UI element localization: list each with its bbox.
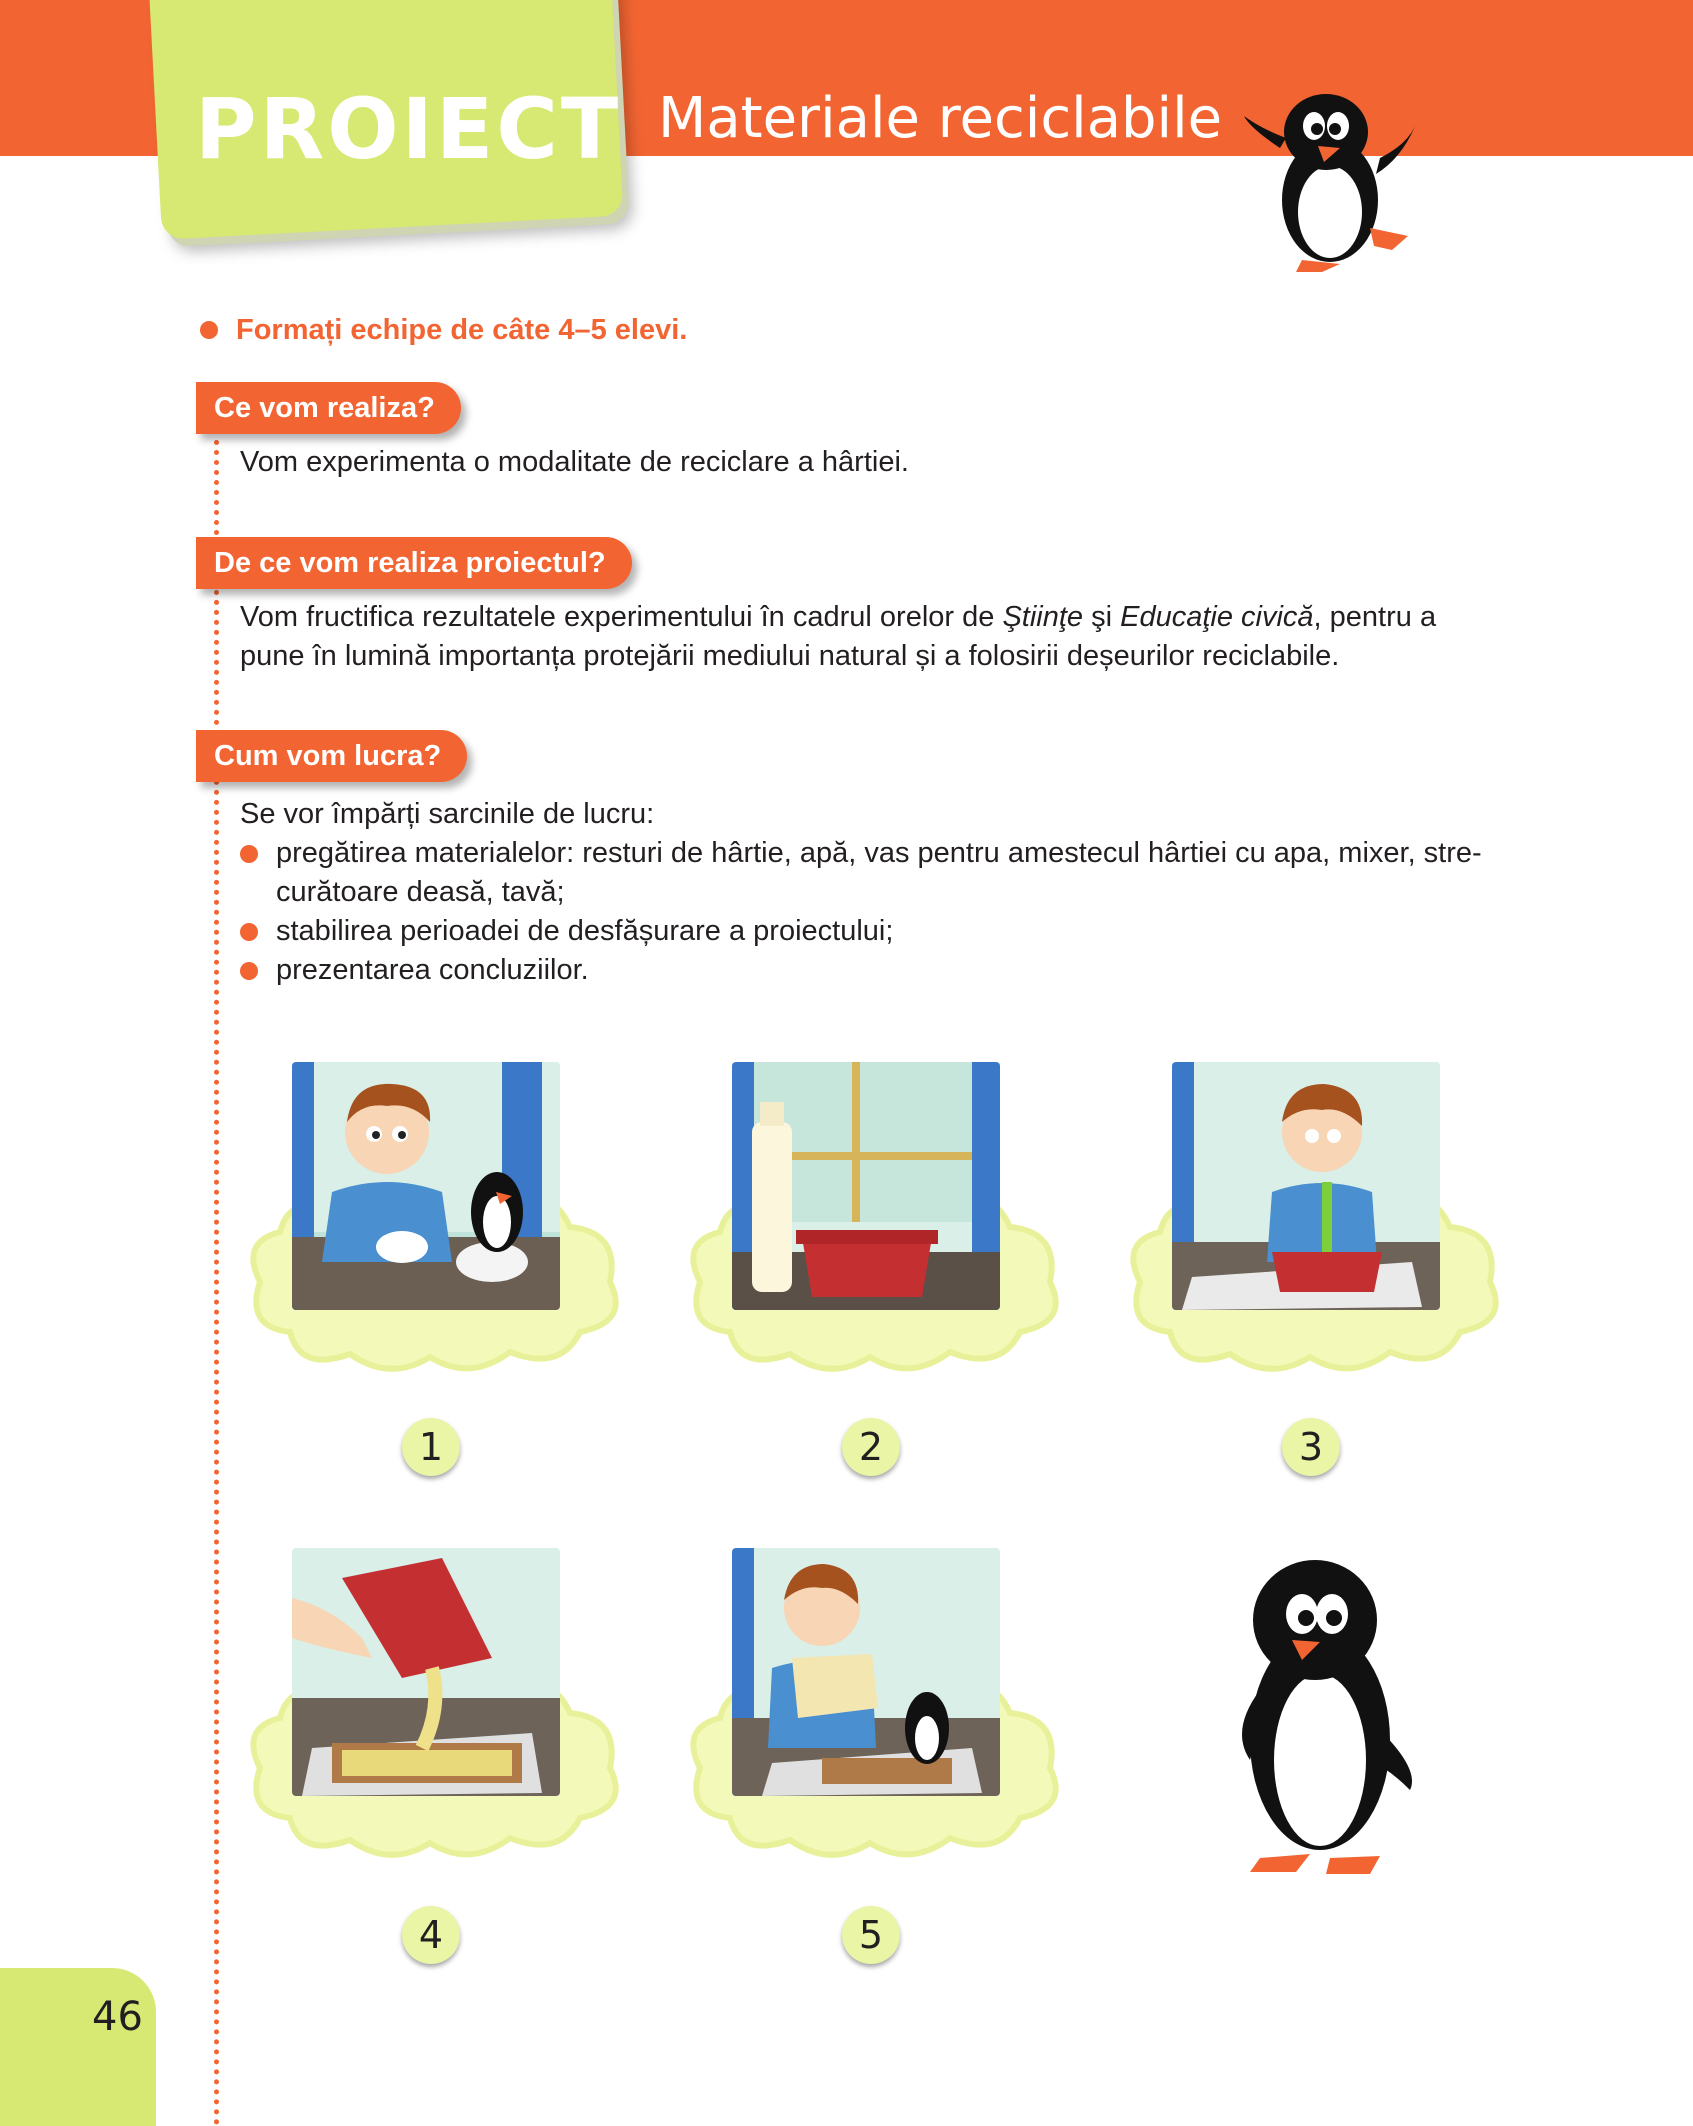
boy-tearing-paper-image [292, 1062, 560, 1310]
step-number-badge: 2 [842, 1418, 900, 1476]
bottle-and-tray-image [732, 1062, 1000, 1310]
step-illustration-2 [680, 1062, 1070, 1382]
section-text-why: Vom fructifica rezultatele experimentului în cadrul orelor de Ştiinţe şi Educaţie civică, pentru a pune în lumină importanța protejării mediului natural și a folosirii deșeurilor reciclabile. [240, 601, 1437, 672]
section-heading-how: Cum vom lucra? [196, 730, 467, 782]
step-number-badge: 5 [842, 1906, 900, 1964]
dotted-guide-line [214, 440, 219, 2126]
step-illustration-3 [1120, 1062, 1510, 1382]
page-number: 46 [92, 1994, 143, 2040]
step-number-badge: 3 [1282, 1418, 1340, 1476]
step-illustration-5 [680, 1548, 1070, 1868]
section-heading-why: De ce vom realiza proiectul? [196, 537, 632, 589]
step-illustration-4 [240, 1548, 630, 1868]
boy-with-recycled-paper-image [732, 1548, 1000, 1796]
project-label: PROIECT [195, 80, 622, 178]
bullet-icon [200, 321, 218, 339]
bullet-icon [240, 845, 258, 863]
section-text-what: Vom experimenta o modalitate de reciclare a hârtiei. [240, 446, 909, 478]
step-illustration-1 [240, 1062, 630, 1382]
penguin-mascot-thinking [1220, 1540, 1420, 1880]
bullet-icon [240, 923, 258, 941]
section-text-how: Se vor împărți sarcinile de lucru: [240, 798, 655, 830]
penguin-mascot-waving [1240, 88, 1420, 278]
section-heading-what: Ce vom realiza? [196, 382, 461, 434]
boy-mixing-paper-image [1172, 1062, 1440, 1310]
page-number-box [0, 1968, 156, 2126]
step-number-badge: 4 [402, 1906, 460, 1964]
bullet-icon [240, 962, 258, 980]
step-number-badge: 1 [402, 1418, 460, 1476]
page-title: Materiale reciclabile [658, 86, 1223, 151]
pouring-mixture-image [292, 1548, 560, 1796]
